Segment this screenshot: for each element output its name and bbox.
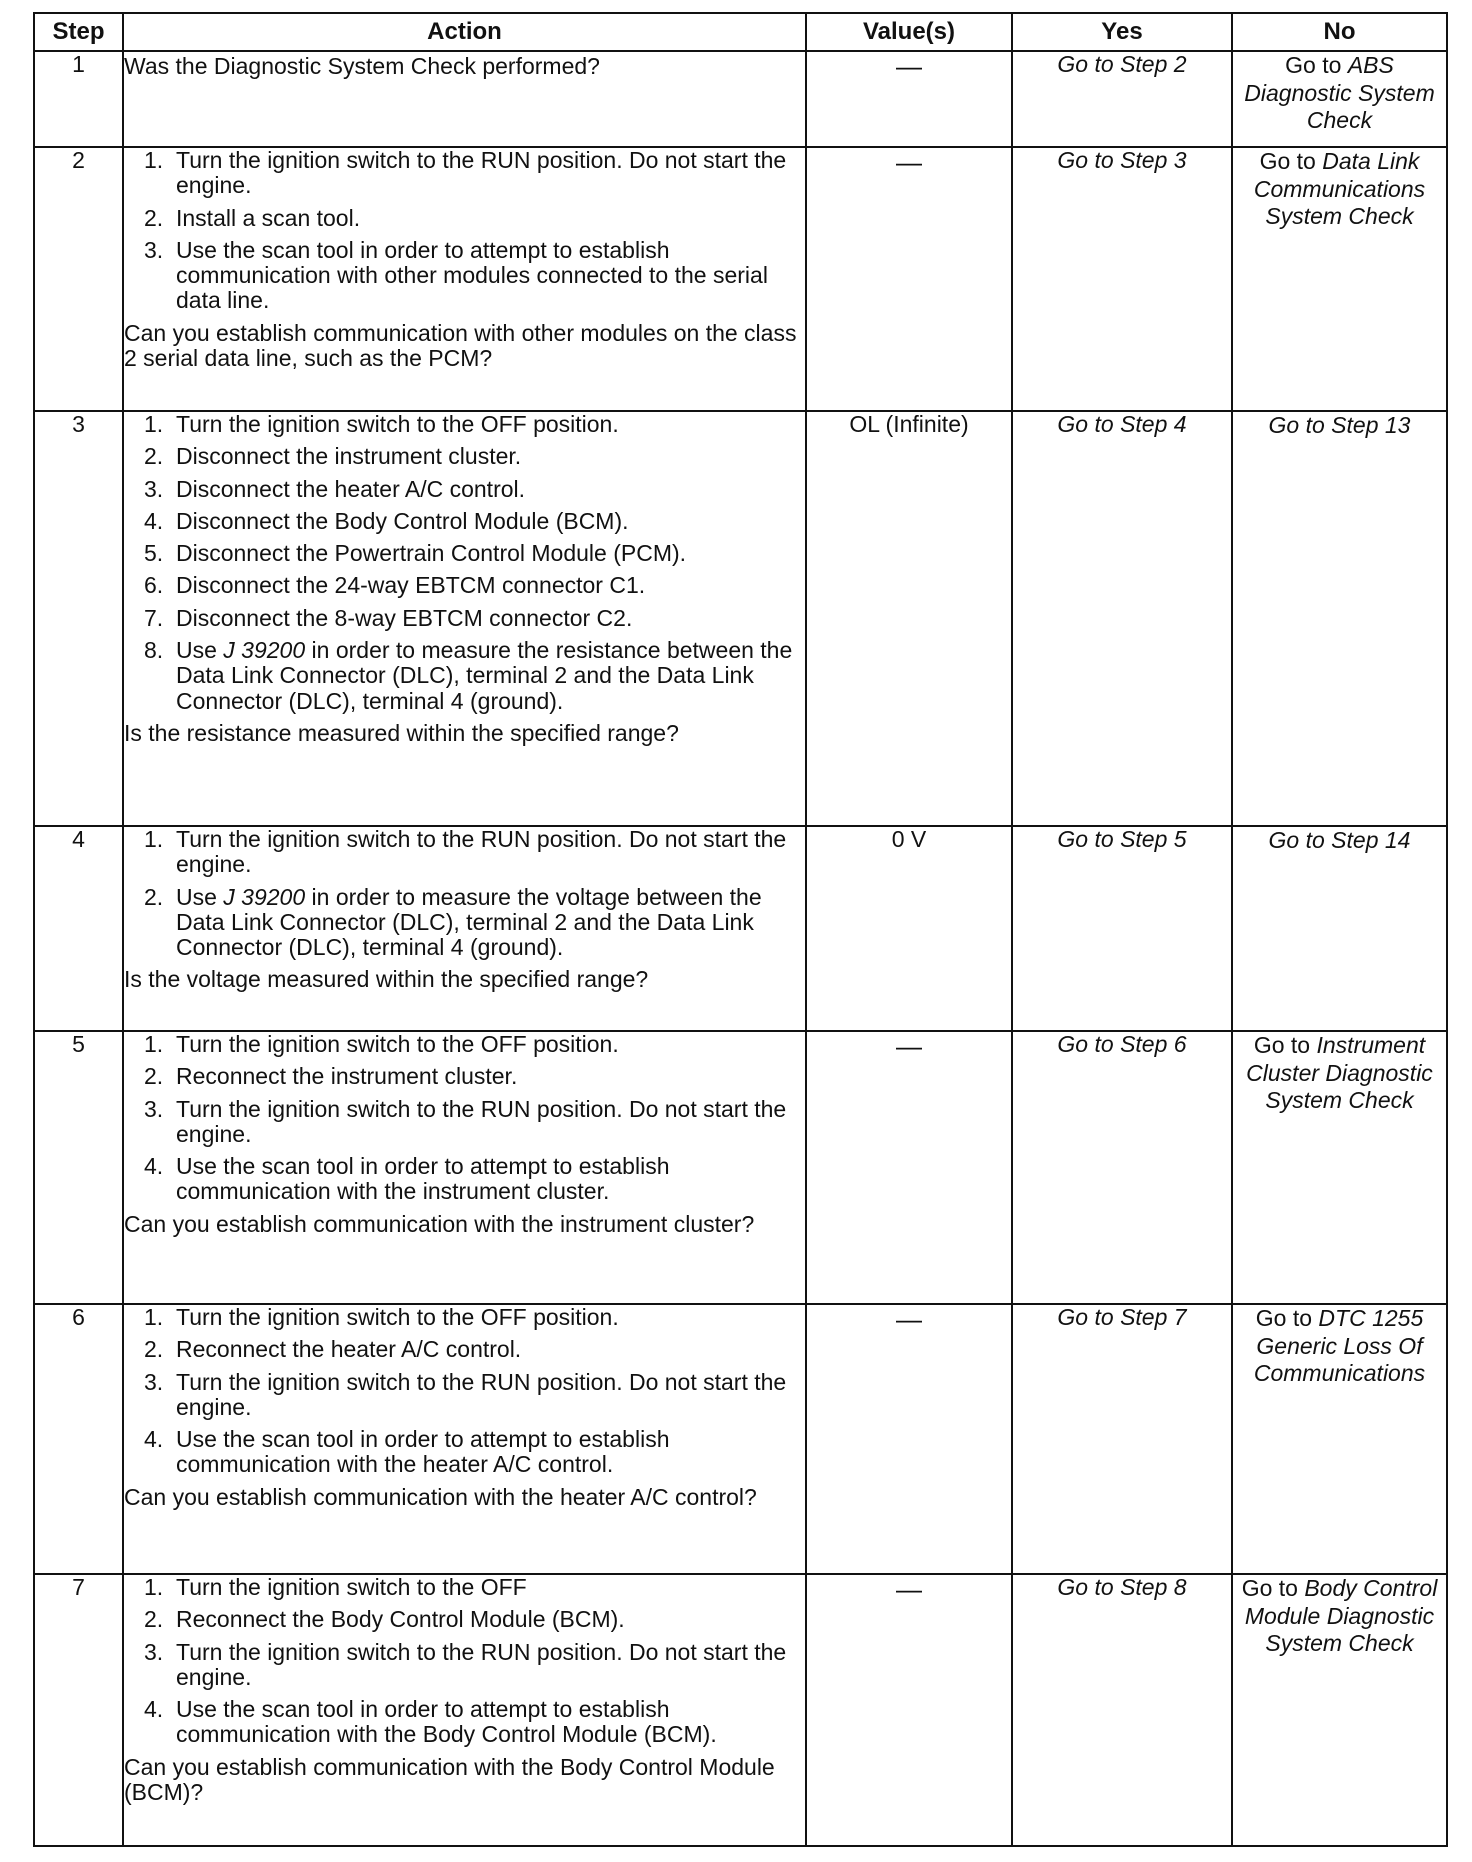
step-question: Can you establish communication with the Body Control Module (BCM)? xyxy=(124,1753,775,1806)
yes-goto-link[interactable]: Go to Step 6 xyxy=(1057,1031,1187,1057)
no-goto-reference: Go to Step 13 xyxy=(1268,412,1411,438)
step-question: Is the voltage measured within the specified range? xyxy=(124,966,649,993)
yes-cell xyxy=(1012,411,1232,826)
no-goto-reference: Body Control Module Diagnostic System Check xyxy=(1244,1575,1438,1657)
action-step-item xyxy=(124,412,805,437)
yes-cell xyxy=(1012,1031,1232,1304)
action-step-number: 4. xyxy=(144,507,164,534)
header-values: Value(s) xyxy=(806,13,1012,51)
action-step-item xyxy=(124,444,805,469)
step-question: Can you establish communication with the heater A/C control? xyxy=(124,1483,757,1510)
step-number: 1 xyxy=(34,51,123,147)
action-steps-list xyxy=(124,1575,805,1748)
yes-goto-link[interactable]: Go to Step 4 xyxy=(1057,411,1187,437)
table-row xyxy=(34,826,1447,1031)
action-step-item xyxy=(124,509,805,534)
action-step-text: Use the scan tool in order to attempt to establish communication with the instrument cluster. xyxy=(176,1153,670,1205)
action-step-text: Install a scan tool. xyxy=(176,204,361,231)
diagnostic-table xyxy=(33,12,1448,1847)
action-step-text: in order to measure the resistance between the Data Link Connector (DLC), terminal 2 and the Data Link Connector (DLC), terminal 4 (ground). xyxy=(176,637,793,714)
no-goto-prefix: Go to xyxy=(1259,148,1316,174)
table-row xyxy=(34,51,1447,147)
action-step-text: in order to measure the voltage between the Data Link Connector (DLC), terminal 2 and the Data Link Connector (DLC), terminal 4 (ground). xyxy=(176,883,762,961)
specified-value: — xyxy=(896,147,922,177)
no-goto-prefix: Go to xyxy=(1255,1305,1313,1331)
step-question: Was the Diagnostic System Check performed? xyxy=(124,53,600,79)
action-step-text: Turn the ignition switch to the OFF position. xyxy=(176,411,619,437)
step-question: Can you establish communication with other modules on the class 2 serial data line, such as the PCM? xyxy=(124,319,797,372)
action-step-text: Use the scan tool in order to attempt to establish communication with the Body Control Module (BCM). xyxy=(176,1696,717,1748)
yes-cell xyxy=(1012,1304,1232,1574)
action-cell xyxy=(123,411,806,826)
table-row xyxy=(34,1304,1447,1574)
action-step-text: Disconnect the Body Control Module (BCM). xyxy=(176,507,629,534)
action-step-text: Reconnect the heater A/C control. xyxy=(176,1336,522,1363)
action-step-text: Turn the ignition switch to the RUN position. Do not start the engine. xyxy=(176,1095,787,1147)
action-steps-list xyxy=(124,148,805,314)
action-step-number: 1. xyxy=(144,1574,164,1600)
step-question: Can you establish communication with the instrument cluster? xyxy=(124,1210,755,1237)
value-cell xyxy=(806,411,1012,826)
action-step-number: 4. xyxy=(144,1696,164,1723)
yes-cell xyxy=(1012,826,1232,1031)
action-step-item xyxy=(124,573,805,598)
specified-value: OL (Infinite) xyxy=(849,411,969,437)
action-step-item xyxy=(124,1697,805,1748)
action-step-text: Disconnect the 24-way EBTCM connector C1. xyxy=(176,572,646,599)
action-step-number: 3. xyxy=(144,236,164,263)
yes-goto-link[interactable]: Go to Step 2 xyxy=(1057,51,1187,77)
action-step-text: Turn the ignition switch to the RUN position. Do not start the engine. xyxy=(176,1368,787,1420)
action-step-text: Turn the ignition switch to the RUN position. Do not start the engine. xyxy=(176,147,787,199)
no-goto-reference: ABS Diagnostic System Check xyxy=(1244,52,1435,134)
no-goto-link[interactable] xyxy=(1233,1305,1446,1388)
action-steps-list xyxy=(124,1032,805,1205)
action-step-number: 2. xyxy=(144,1606,164,1633)
no-cell xyxy=(1232,1031,1447,1304)
header-step: Step xyxy=(34,13,123,51)
action-step-number: 3. xyxy=(144,1095,164,1122)
action-step-item xyxy=(124,541,805,566)
action-step-item xyxy=(124,206,805,231)
action-step-number: 8. xyxy=(144,637,164,664)
action-step-number: 6. xyxy=(144,572,164,599)
action-step-text: Turn the ignition switch to the OFF position. xyxy=(176,1031,619,1057)
value-cell xyxy=(806,147,1012,411)
header-action: Action xyxy=(123,13,806,51)
action-step-text: Use the scan tool in order to attempt to establish communication with other modules connected to the serial data line. xyxy=(176,236,768,314)
action-step-item xyxy=(124,238,805,314)
table-row xyxy=(34,1031,1447,1304)
table-header-row xyxy=(34,13,1447,51)
action-step-number: 1. xyxy=(144,147,164,173)
no-cell xyxy=(1232,147,1447,411)
value-cell xyxy=(806,1304,1012,1574)
action-step-text: Turn the ignition switch to the OFF xyxy=(176,1574,527,1600)
yes-cell xyxy=(1012,1574,1232,1846)
action-step-text: Turn the ignition switch to the RUN position. Do not start the engine. xyxy=(176,826,787,878)
no-goto-link[interactable] xyxy=(1233,148,1446,231)
no-goto-link[interactable] xyxy=(1233,52,1446,135)
no-goto-reference: DTC 1255 Generic Loss Of Communications xyxy=(1253,1305,1426,1387)
yes-cell xyxy=(1012,51,1232,147)
action-step-text: Disconnect the Powertrain Control Module (PCM). xyxy=(176,540,687,567)
action-step-number: 2. xyxy=(144,443,164,470)
table-row xyxy=(34,411,1447,826)
action-step-number: 2. xyxy=(144,1336,164,1363)
step-number: 7 xyxy=(34,1574,123,1846)
action-step-text: Disconnect the heater A/C control. xyxy=(176,475,526,502)
table-row xyxy=(34,1574,1447,1846)
action-step-item xyxy=(124,606,805,631)
action-step-text: Disconnect the instrument cluster. xyxy=(176,443,522,470)
header-no: No xyxy=(1232,13,1447,51)
no-goto-link[interactable] xyxy=(1233,412,1446,440)
action-step-item xyxy=(124,1337,805,1362)
no-cell xyxy=(1232,411,1447,826)
action-step-item xyxy=(124,1032,805,1057)
yes-goto-link[interactable]: Go to Step 8 xyxy=(1057,1574,1187,1600)
action-step-text: Disconnect the 8-way EBTCM connector C2. xyxy=(176,604,633,631)
no-goto-reference: Instrument Cluster Diagnostic System Check xyxy=(1246,1032,1433,1114)
specified-value: 0 V xyxy=(891,826,927,852)
specified-value: — xyxy=(896,1574,922,1604)
step-number: 6 xyxy=(34,1304,123,1574)
no-goto-reference: Data Link Communications System Check xyxy=(1253,148,1426,230)
action-step-number: 7. xyxy=(144,604,164,631)
action-steps-list xyxy=(124,827,805,960)
action-step-number: 5. xyxy=(144,540,164,567)
action-step-number: 1. xyxy=(144,411,164,437)
yes-goto-link[interactable]: Go to Step 3 xyxy=(1057,147,1187,173)
action-step-item xyxy=(124,885,805,961)
specified-value: — xyxy=(896,1031,922,1061)
action-step-item xyxy=(124,148,805,199)
action-step-item xyxy=(124,477,805,502)
action-step-item xyxy=(124,1427,805,1478)
action-step-number: 1. xyxy=(144,1304,164,1330)
no-goto-prefix: Go to xyxy=(1241,1575,1298,1601)
header-yes: Yes xyxy=(1012,13,1232,51)
action-step-number: 1. xyxy=(144,1031,164,1057)
table-row xyxy=(34,147,1447,411)
no-cell xyxy=(1232,51,1447,147)
action-step-item xyxy=(124,638,805,714)
action-step-item xyxy=(124,1064,805,1089)
step-question: Is the resistance measured within the specified range? xyxy=(124,719,679,746)
action-cell xyxy=(123,1304,806,1574)
diagnostic-table-sheet xyxy=(33,12,1446,1847)
action-step-item xyxy=(124,1575,805,1600)
action-cell xyxy=(123,51,806,147)
action-step-number: 2. xyxy=(144,883,164,910)
action-step-text: Turn the ignition switch to the RUN position. Do not start the engine. xyxy=(176,1638,787,1690)
step-number: 2 xyxy=(34,147,123,411)
value-cell xyxy=(806,1574,1012,1846)
action-steps-list xyxy=(124,1305,805,1478)
action-step-item xyxy=(124,1305,805,1330)
no-goto-link[interactable] xyxy=(1233,1032,1446,1115)
action-step-text: Reconnect the Body Control Module (BCM). xyxy=(176,1606,625,1633)
action-step-number: 2. xyxy=(144,204,164,231)
no-cell xyxy=(1232,1574,1447,1846)
value-cell xyxy=(806,826,1012,1031)
action-step-text: Turn the ignition switch to the OFF position. xyxy=(176,1304,619,1330)
action-step-text: Reconnect the instrument cluster. xyxy=(176,1063,518,1090)
yes-goto-link[interactable]: Go to Step 5 xyxy=(1057,826,1187,852)
no-goto-prefix: Go to xyxy=(1285,52,1342,78)
action-step-item xyxy=(124,827,805,878)
step-number: 3 xyxy=(34,411,123,826)
action-step-item xyxy=(124,1370,805,1421)
step-number: 5 xyxy=(34,1031,123,1304)
action-cell xyxy=(123,147,806,411)
action-step-text-pre: Use xyxy=(176,637,224,664)
yes-goto-link[interactable]: Go to Step 7 xyxy=(1057,1304,1187,1330)
action-step-number: 3. xyxy=(144,1638,164,1665)
yes-cell xyxy=(1012,147,1232,411)
action-step-text-pre: Use xyxy=(176,883,224,910)
action-cell xyxy=(123,826,806,1031)
no-goto-link[interactable] xyxy=(1233,827,1446,855)
step-number: 4 xyxy=(34,826,123,1031)
action-cell xyxy=(123,1031,806,1304)
action-step-number: 3. xyxy=(144,475,164,502)
no-cell xyxy=(1232,826,1447,1031)
specified-value: — xyxy=(896,51,922,81)
value-cell xyxy=(806,51,1012,147)
action-step-number: 4. xyxy=(144,1426,164,1453)
no-goto-prefix: Go to xyxy=(1253,1032,1311,1058)
no-cell xyxy=(1232,1304,1447,1574)
tool-reference: J 39200 xyxy=(223,637,306,664)
tool-reference: J 39200 xyxy=(223,883,306,910)
action-step-text: Use the scan tool in order to attempt to establish communication with the heater A/C control. xyxy=(176,1426,670,1478)
value-cell xyxy=(806,1031,1012,1304)
action-step-number: 1. xyxy=(144,826,164,852)
action-step-number: 4. xyxy=(144,1153,164,1180)
no-goto-link[interactable] xyxy=(1233,1575,1446,1658)
action-step-item xyxy=(124,1607,805,1632)
action-steps-list xyxy=(124,412,805,714)
specified-value: — xyxy=(896,1304,922,1334)
action-step-number: 3. xyxy=(144,1368,164,1395)
action-step-item xyxy=(124,1097,805,1148)
no-goto-reference: Go to Step 14 xyxy=(1268,827,1411,853)
action-step-item xyxy=(124,1640,805,1691)
action-step-item xyxy=(124,1154,805,1205)
action-step-number: 2. xyxy=(144,1063,164,1090)
action-cell xyxy=(123,1574,806,1846)
table-body xyxy=(34,51,1447,1846)
